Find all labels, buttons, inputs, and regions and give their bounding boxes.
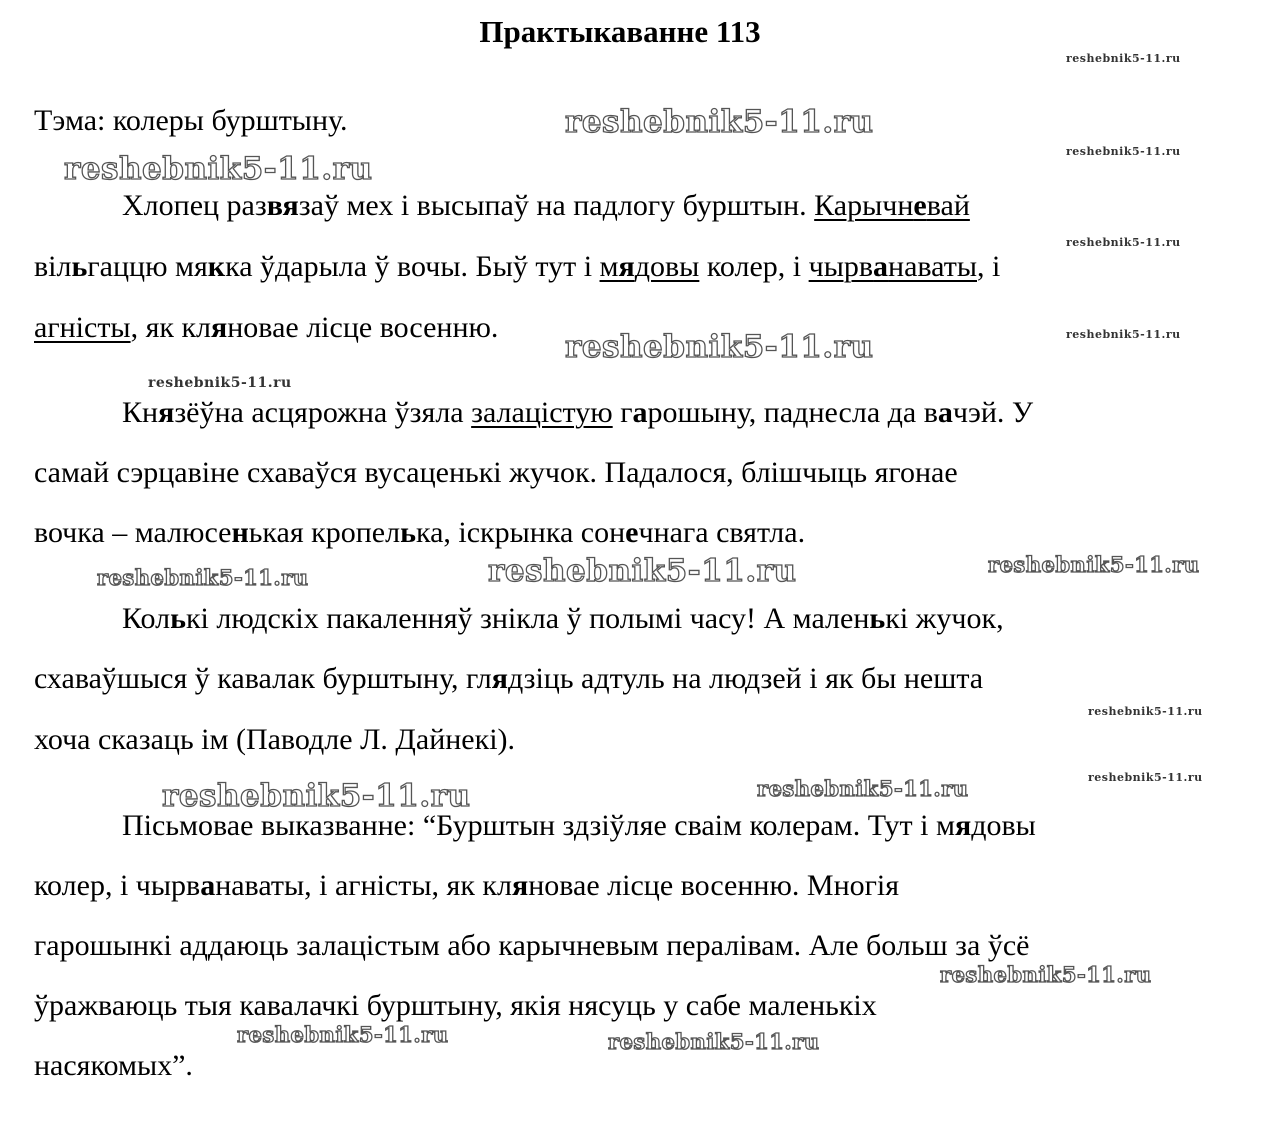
watermark: reshebnik5-11.ru xyxy=(1066,236,1181,249)
p4-line-2: колер, і чырванаваты, і агністы, як кляновае лісце восенню. Многія xyxy=(34,869,900,902)
p2-line-1: Князёўна асцярожна ўзяла залацістую гарошыну, паднесла да вачэй. У xyxy=(122,396,1034,429)
p1-line-2: вільгаццю мякка ўдарыла ў вочы. Быў тут і мядовы колер, і чырванаваты, і xyxy=(34,250,1001,283)
p4-line-5: насякомых”. xyxy=(34,1049,193,1082)
p1-line-3: агністы, як кляновае лісце восенню. xyxy=(34,311,499,344)
watermark: reshebnik5-11.ru xyxy=(608,1029,820,1054)
watermark: reshebnik5-11.ru xyxy=(565,329,874,365)
watermark: reshebnik5-11.ru xyxy=(1066,52,1181,65)
p3-line-3: хоча сказаць ім (Паводле Л. Дайнекі). xyxy=(34,723,516,756)
p4-line-3: гарошынкі аддаюць залацістым або карычневым пералівам. Але больш за ўсё xyxy=(34,929,1030,962)
p1-line-1: Хлопец развязаў мех і высыпаў на падлогу бурштын. Карычневай xyxy=(122,189,970,222)
p3-line-1: Колькі людскіх пакаленняў знікла ў полымі часу! А маленькі жучок, xyxy=(122,602,1004,635)
p2-line-3: вочка – малюсенькая кропелька, іскрынка сонечнага святла. xyxy=(34,516,806,549)
watermark: reshebnik5-11.ru xyxy=(1088,771,1203,784)
theme-line: Тэма: колеры бурштыну. xyxy=(34,104,348,137)
exercise-title: Практыкаванне 113 xyxy=(479,14,761,49)
watermark: reshebnik5-11.ru xyxy=(1066,328,1181,341)
watermark: reshebnik5-11.ru xyxy=(1088,705,1203,718)
watermark: reshebnik5-11.ru xyxy=(64,151,373,187)
watermark: reshebnik5-11.ru xyxy=(988,552,1200,577)
p2-line-2: самай сэрцавіне схаваўся вусаценькі жучок. Падалося, блішчыць ягонае xyxy=(34,456,958,489)
watermark: reshebnik5-11.ru xyxy=(757,776,969,801)
p3-line-2: схаваўшыся ў кавалак бурштыну, глядзіць адтуль на людзей і як бы нешта xyxy=(34,662,984,695)
watermark: reshebnik5-11.ru xyxy=(1066,145,1181,158)
p4-line-1: Пісьмовае выказванне: “Бурштын здзіўляе сваім колерам. Тут і мядовы xyxy=(122,809,1036,842)
watermark: reshebnik5-11.ru xyxy=(565,104,874,140)
watermark: reshebnik5-11.ru xyxy=(148,375,292,391)
p4-line-4: ўражваюць тыя кавалачкі бурштыну, якія нясуць у сабе маленькіх xyxy=(34,989,877,1022)
watermark: reshebnik5-11.ru xyxy=(97,565,309,590)
watermark: reshebnik5-11.ru xyxy=(162,778,471,814)
watermark: reshebnik5-11.ru xyxy=(940,962,1152,987)
watermark: reshebnik5-11.ru xyxy=(488,553,797,589)
watermark: reshebnik5-11.ru xyxy=(237,1022,449,1047)
